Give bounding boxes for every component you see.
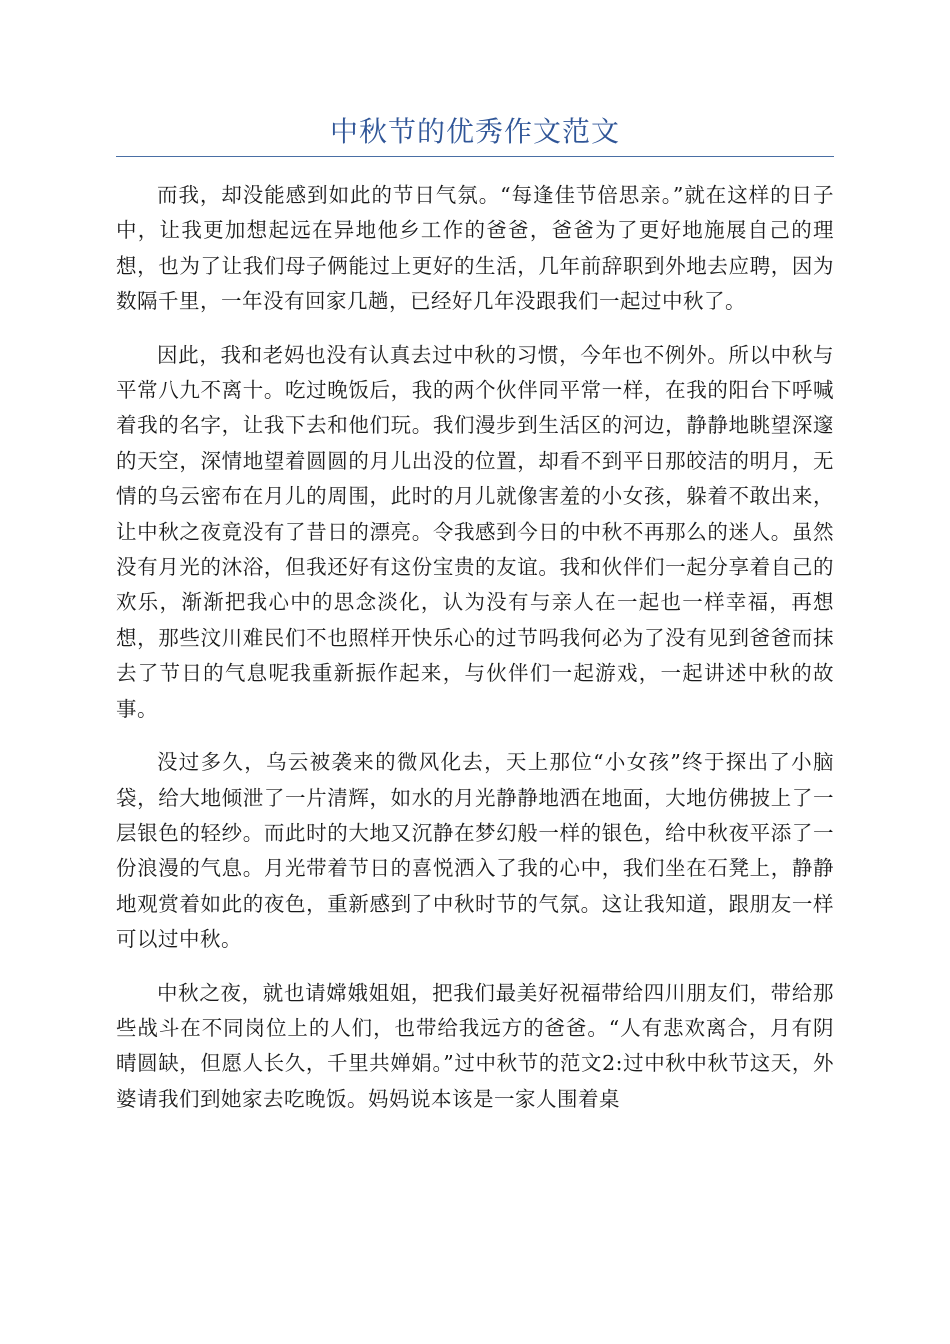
page-title: 中秋节的优秀作文范文 [329,115,620,148]
title-block [116,112,834,157]
paragraph-4: 中秋之夜，就也请嫦娥姐姐，把我们最美好祝福带给四川朋友们，带给那些战斗在不同岗位上的人们，也带给我远方的爸爸。“人有悲欢离合，月有阴晴圆缺，但愿人长久，千里共婵娟。”过中秋节的范文2:过中秋中秋节这天，外婆请我们到她家去吃晚饭。妈妈说本该是一家人围着桌 [116,980,834,1111]
paragraph-1: 而我，却没能感到如此的节日气氛。“每逢佳节倍思亲。”就在这样的日子中，让我更加想起远在异地他乡工作的爸爸，爸爸为了更好地施展自己的理想，也为了让我们母子俩能过上更好的生活，几年前辞职到外地去应聘，因为数隔千里，一年没有回家几趟，已经好几年没跟我们一起过中秋了。 [116,183,834,314]
paragraph-3: 没过多久，乌云被袭来的微风化去，天上那位“小女孩”终于探出了小脑袋，给大地倾泄了一片清辉，如水的月光静静地洒在地面，大地仿佛披上了一层银色的轻纱。而此时的大地又沉静在梦幻般一样的银色，给中秋夜平添了一份浪漫的气息。月光带着节日的喜悦洒入了我的心中，我们坐在石凳上，静静地观赏着如此的夜色，重新感到了中秋时节的气氛。这让我知道，跟朋友一样可以过中秋。 [116,750,834,952]
paragraph-2: 因此，我和老妈也没有认真去过中秋的习惯，今年也不例外。所以中秋与平常八九不离十。吃过晚饭后，我的两个伙伴同平常一样，在我的阳台下呼喊着我的名字，让我下去和他们玩。我们漫步到生活区的河边，静静地眺望深邃的天空，深情地望着圆圆的月儿出没的位置，却看不到平日那皎洁的明月，无情的乌云密布在月儿的周围，此时的月儿就像害羞的小女孩，躲着不敢出来，让中秋之夜竟没有了昔日的漂亮。令我感到今日的中秋不再那么的迷人。虽然没有月光的沐浴，但我还好有这份宝贵的友谊。我和伙伴们一起分享着自己的欢乐，渐渐把我心中的思念淡化，认为没有与亲人在一起也一样幸福，再想想，那些汶川难民们不也照样开快乐心的过节吗我何必为了没有见到爸爸而抹去了节日的气息呢我重新振作起来，与伙伴们一起游戏，一起讲述中秋的故事。 [116,342,834,721]
document-body [116,178,834,1135]
